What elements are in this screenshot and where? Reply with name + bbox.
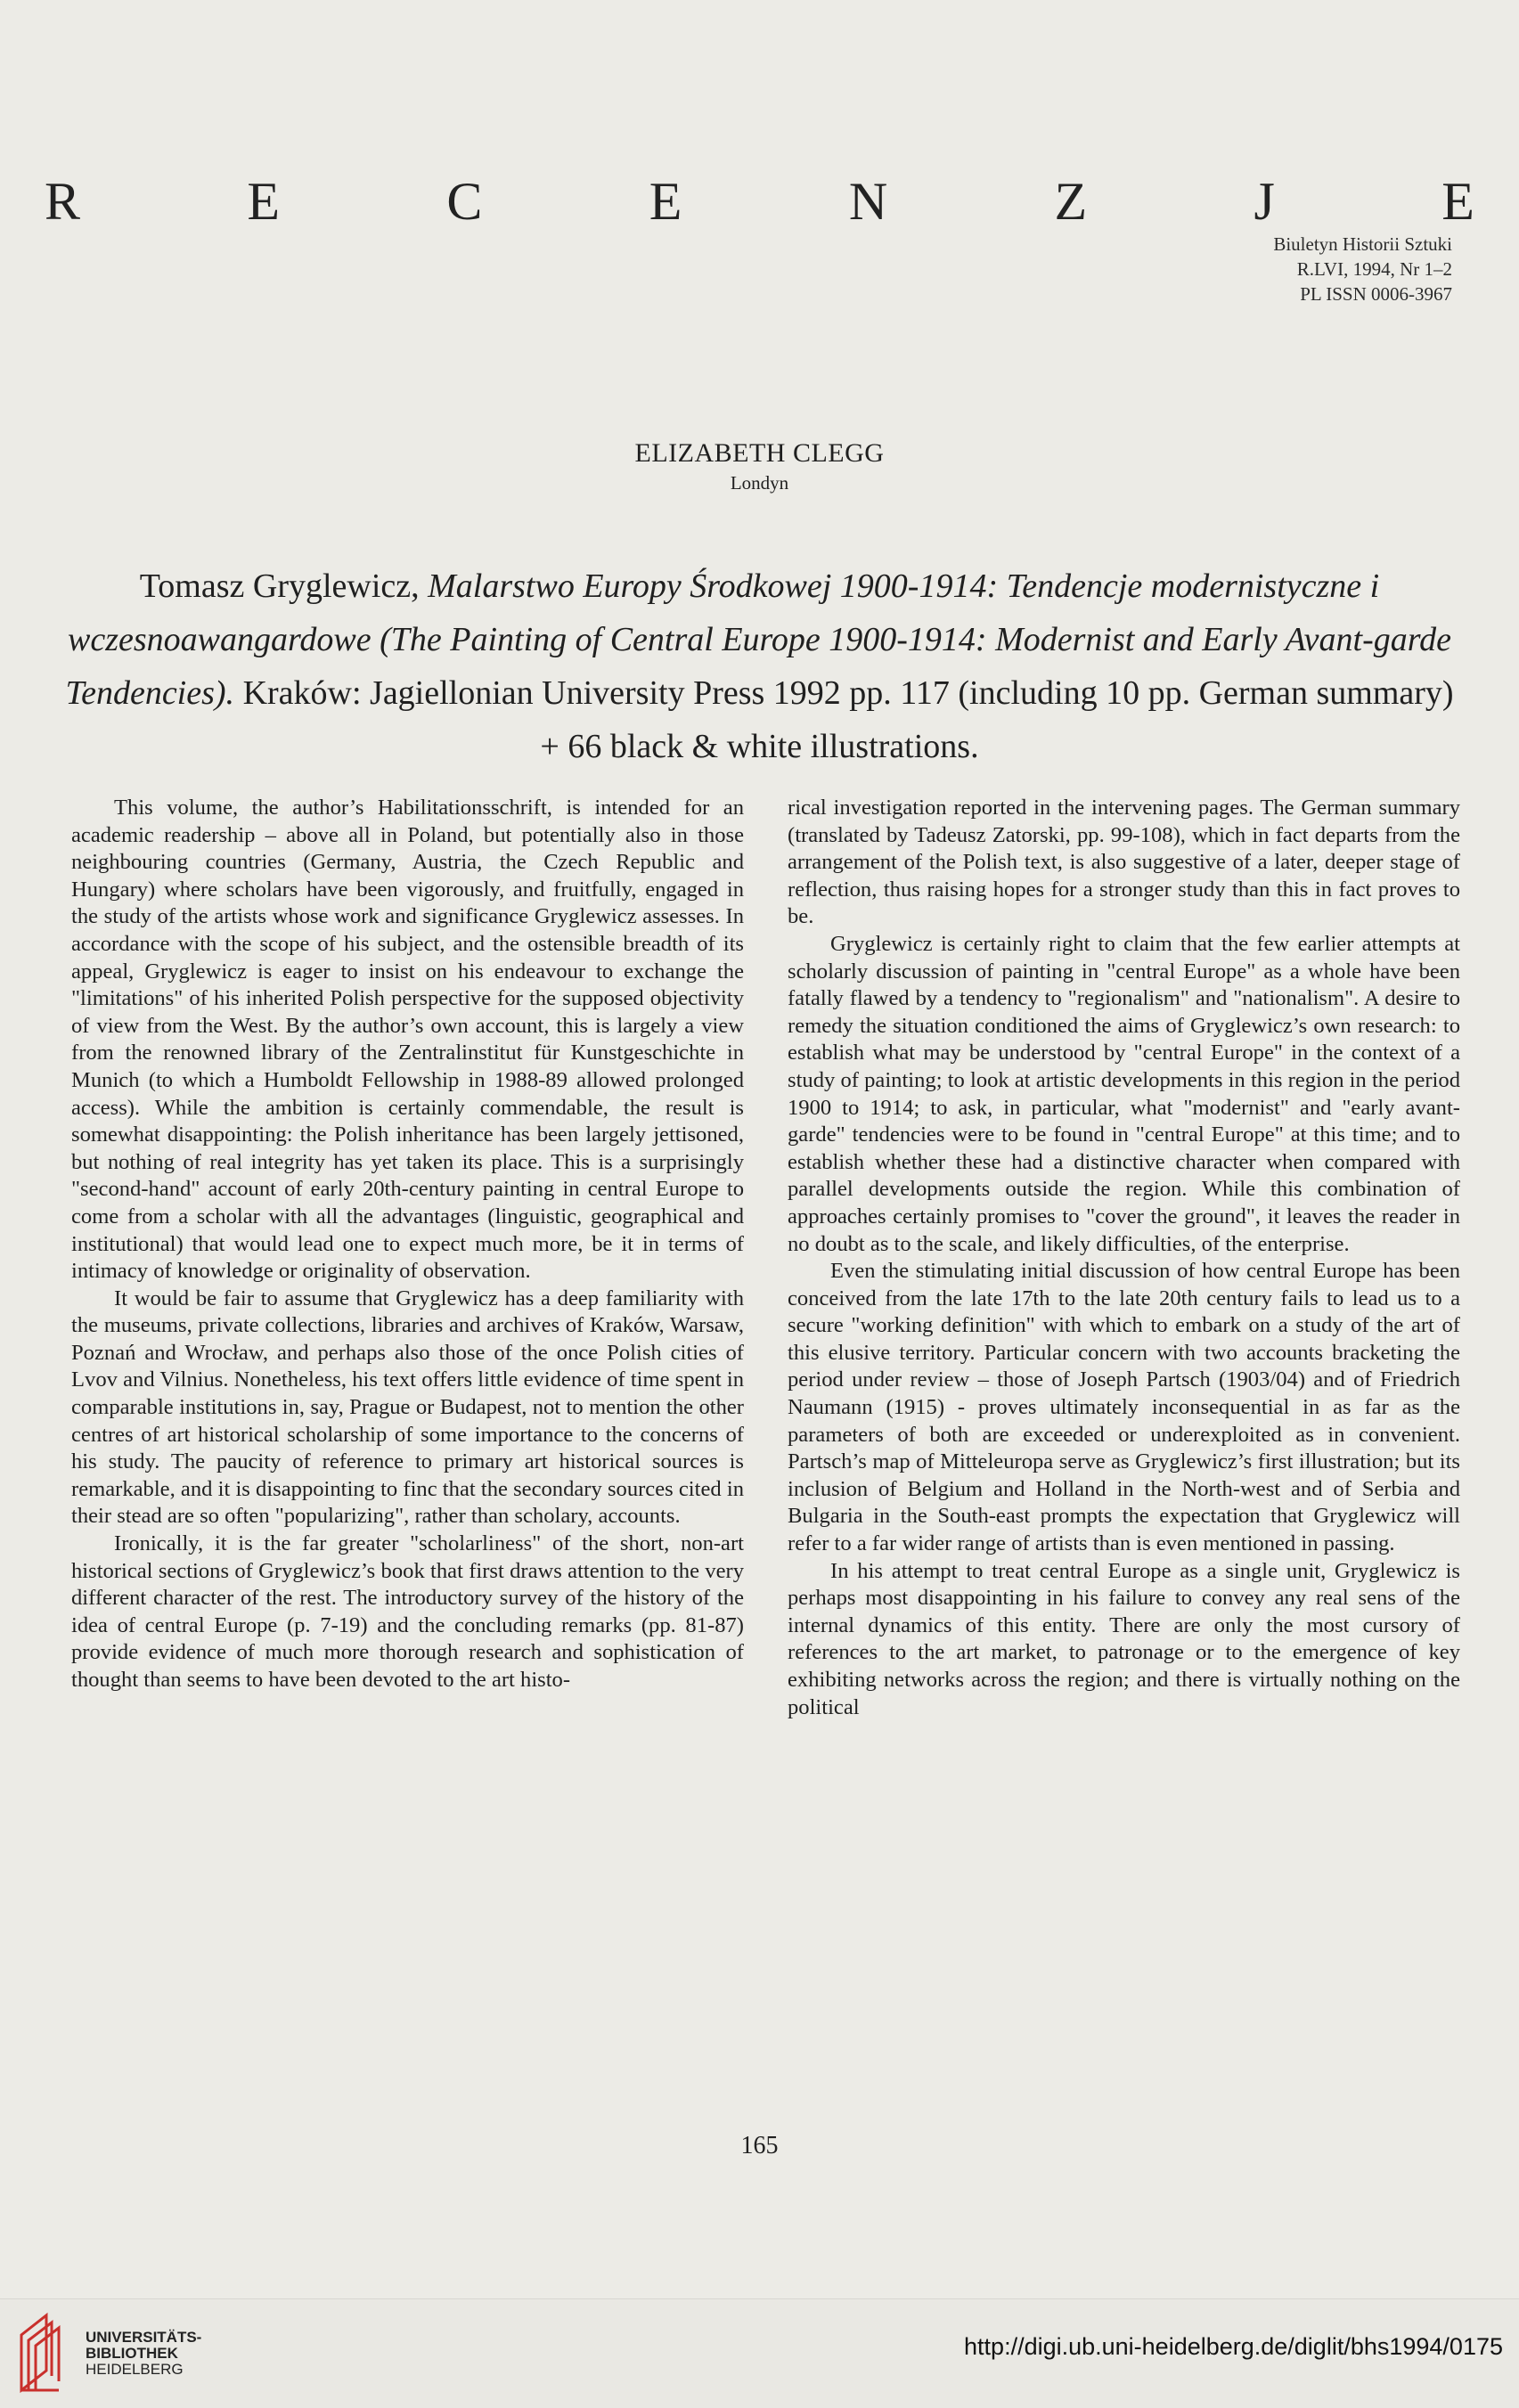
right-column [788,795,1460,1721]
book-publication: Kraków: Jagiellonian University Press 1992 pp. 117 (including 10 pp. German summary) + 66 black & white illustrations. [242,674,1454,765]
heading-letter: E [1441,172,1474,231]
library-line: BIBLIOTHEK [86,2345,178,2362]
journal-issn: PL ISSN 0006-3967 [1300,283,1452,305]
paragraph: It would be fair to assume that Gryglewicz has a deep familiarity with the museums, private collections, libraries and archives of Kraków, Warsaw, Poznań and Wrocław, and perhaps also those of the once Polish cities of Lvov and Vilnius. Nonetheless, his text offers little evidence of time spent in comparable institutions in, say, Prague or Budapest, not to mention the other centres of art historical scholarship of some importance to the concerns of his study. The paucity of reference to primary art historical sources is remarkable, and it is disappointing to finc that the secondary sources cited in their stead are so often "popularizing", rather than scholary, accounts. [71,1286,744,1529]
heading-letter: Z [1054,172,1088,231]
library-line: HEIDELBERG [86,2361,184,2378]
heading-letter: C [446,172,483,231]
book-author: Tomasz Gryglewicz, [139,567,420,605]
paragraph: rical investigation reported in the intervening pages. The German summary (translated by Tadeusz Zatorski, pp. 99-108), which in fact departs from the arrangement of the Polish text, is also suggestive of a later, deeper stage of reflection, thus raising hopes for a stronger study than this in fact proves to be. [788,796,1460,929]
paragraph: Even the stimulating initial discussion of how central Europe has been conceived from the late 17th to the late 20th century fails to lead us to a secure "working definition" with which to embark on a study of the art of this elusive territory. Particular concern with two accounts bracketing the period under review – those of Joseph Partsch (1903/04) and of Friedrich Naumann (1915) - proves ultimately inconsequential in as far as the parameters of both are exceeded or underexploited as in convenient. Partsch’s map of Mitteleuropa serve as Gryglewicz’s first illustration; but its inclusion of Belgium and Holland in the North-west and of Serbia and Bulgaria in the South-east prompts the expectation that Gryglewicz will refer to a far wider range of artists than is even mentioned in passing. [788,1259,1460,1556]
heading-letter: E [247,172,281,231]
paragraph: In his attempt to treat central Europe as a single unit, Gryglewicz is perhaps most disappointing in his failure to convey any real sens of the internal dynamics of this entity. There are only the most cursory of references to the art market, to patronage or to the emergence of key exhibiting networks across the region; and there is virtually nothing on the political [788,1558,1460,1719]
left-column [71,795,744,1694]
library-line: UNIVERSITÄTS- [86,2329,202,2346]
section-heading [45,171,1474,233]
reviewer-name: ELIZABETH CLEGG [634,438,885,468]
journal-info [1273,232,1452,306]
heading-letter: E [649,172,682,231]
page-number: 165 [740,2132,779,2159]
paragraph: Gryglewicz is certainly right to claim that the few earlier attempts at scholarly discussion of painting in "central Europe" as a whole have been fatally flawed by a tendency to "regionalism" and "nationalism". A desire to remedy the situation conditioned the aims of Gryglewicz’s own research: to establish what may be understood by "central Europe" in the context of a study of painting; to look at artistic developments in this region in the period 1900 to 1914; to ask, in particular, what "modernist" and "early avant-garde" tendencies were to be found in "central Europe" at this time; and to establish whether these had a distinctive character when compared with parallel developments outside the region. While this combination of approaches certainly promises to "cover the ground", it leaves the reader in no doubt as to the scale, and likely difficulties, of the enterprise. [788,931,1460,1256]
heading-letter: J [1254,172,1275,231]
reviewer-block [0,438,1519,494]
book-title: Malarstwo Europy Środkowej 1900-1914: Tendencje modernistyczne i wczesnoawangardowe (The Painting of Central Europe 1900-1914: Modernist and Early Avant-garde Tendencies). [65,567,1451,712]
digitization-footer [0,2298,1519,2408]
library-name [86,2330,201,2378]
reviewed-work-title [53,559,1466,773]
paragraph: Ironically, it is the far greater "scholarliness" of the short, non-art historical sections of Gryglewicz’s book that first draws attention to the very different character of the rest. The introductory survey of the history of the idea of central Europe (p. 7-19) and the concluding remarks (pp. 81-87) provide evidence of much more thorough research and sophistication of thought than seems to have been devoted to the art histo- [71,1531,744,1692]
journal-volume: R.LVI, 1994, Nr 1–2 [1296,258,1452,280]
heading-letter: N [848,172,888,231]
source-url-link[interactable]: http://digi.ub.uni-heidelberg.de/diglit/bhs1994/0175 [964,2333,1503,2360]
library-logo-icon [16,2308,78,2397]
heading-letter: R [45,172,81,231]
journal-name: Biuletyn Historii Sztuki [1273,233,1452,255]
paragraph: This volume, the author’s Habilitationsschrift, is intended for an academic readership – above all in Poland, but potentially also in those neighbouring countries (Germany, Austria, the Czech Republic and Hungary) where scholars have been vigorously, and fruitfully, engaged in the study of the artists whose work and significance Gryglewicz assesses. In accordance with the scope of his subject, and the ostensible breadth of its appeal, Gryglewicz is eager to insist on his endeavour to exchange the "limitations" of his inherited Polish perspective for the supposed objectivity of view from the West. By the author’s own account, this is largely a view from the renowned library of the Zentralinstitut für Kunstgeschichte in Munich (to which a Humboldt Fellowship in 1988-89 allowed prolonged access). While the ambition is certainly commendable, the result is somewhat disappointing: the Polish inheritance has been largely jettisoned, but nothing of real integrity has yet taken its place. This is a surprisingly "second-hand" account of early 20th-century painting in central Europe to come from a scholar with all the advantages (linguistic, geographical and institutional) that would lead one to expect much more, be it in terms of intimacy of knowledge or originality of observation. [71,796,744,1284]
reviewer-location: Londyn [730,472,789,494]
